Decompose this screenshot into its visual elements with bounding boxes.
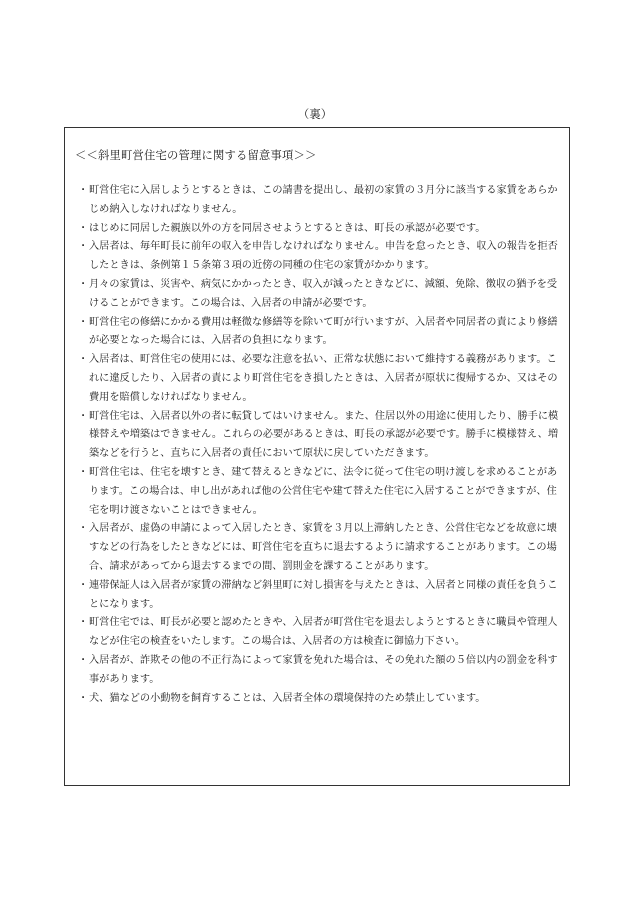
notice-box [64,127,570,786]
bullet-mark: ・ [78,466,89,478]
bullet-mark: ・ [78,692,89,704]
notice-item [75,276,561,314]
notice-item-text: 入居者が、虚偽の申請によって入居したとき、家賃を３月以上滞納したとき、公営住宅などを故意に壊すなどの行為をしたときなどには、町営住宅を直ちに退去するように請求することがあります。この場合、請求があってから退去するまでの間、罰則金を課することがあります。 [89,523,557,572]
notice-item-text: 町営住宅は、入居者以外の者に転貸してはいけません。また、住居以外の用途に使用したり、勝手に模様替えや増築はできません。これらの必要があるときは、町長の承認が必要です。勝手に模様替え、増築などを行うと、直ちに入居者の責任において原状に戻していただきます。 [89,410,559,460]
notice-item [75,182,561,220]
notice-item-text: 連帯保証人は入居者が家賃の滞納など斜里町に対し損害を与えたときは、入居者と同様の責任を負うことになります。 [89,579,558,610]
notice-item [75,408,561,464]
notice-item [75,220,561,239]
bullet-mark: ・ [78,354,89,366]
notice-list [75,182,561,708]
notice-item-text: はじめに同居した親族以外の方を同居させようとするときは、町長の承認が必要です。 [89,222,486,234]
bullet-mark: ・ [78,579,89,591]
notice-item [75,652,561,690]
notice-item-text: 町営住宅は、住宅を壊すとき、建て替えるときなどに、法令に従って住宅の明け渡しを求めることがあります。この場合は、申し出があれば他の公営住宅や建て替えた住宅に入居することができますが、住宅を明け渡さないことはできません。 [89,466,558,516]
notice-item [75,238,561,276]
notice-item [75,314,561,352]
bullet-mark: ・ [78,278,89,290]
bullet-mark: ・ [78,316,89,328]
notice-item-text: 町営住宅の修繕にかかる費用は軽微な修繕等を除いて町が行いますが、入居者や同居者の責により修繕が必要となった場合には、入居者の負担になります。 [89,316,558,347]
notice-item-text: 入居者が、詐欺その他の不正行為によって家賃を免れた場合は、その免れた額の５倍以内の罰金を科す事があります。 [89,654,558,685]
notice-item [75,577,561,615]
bullet-mark: ・ [78,410,89,422]
notice-item-text: 町営住宅では、町長が必要と認めたときや、入居者が町営住宅を退去しようとするときに職員や管理人などが住宅の検査をいたします。この場合は、入居者の方は検査に御協力下さい。 [89,617,558,648]
bullet-mark: ・ [78,241,89,253]
notice-item-text: 町営住宅に入居しようとするときは、この請書を提出し、最初の家賃の３月分に該当する家賃をあらかじめ納入しなければなりません。 [89,185,558,215]
notice-item [75,464,561,520]
notice-title: ＜＜斜里町営住宅の管理に関する留意事項＞＞ [75,149,317,162]
notice-item-text: 入居者は、町営住宅の使用には、必要な注意を払い、正常な状態において維持する義務があります。これに違反したり、入居者の責により町営住宅をき損したときは、入居者が原状に復帰するか、又はその費用を賠償しなければなりません。 [89,354,558,403]
notice-item [75,520,561,576]
bullet-mark: ・ [78,222,89,234]
bullet-mark: ・ [78,654,89,666]
bullet-mark: ・ [78,523,89,535]
bullet-mark: ・ [78,617,89,629]
page-side-label: （裏） [297,107,333,121]
notice-item-text: 月々の家賃は、災害や、病気にかかったとき、収入が減ったときなどに、減額、免除、徴収の猶予を受けることができます。この場合は、入居者の申請が必要です。 [89,278,558,309]
notice-item [75,614,561,652]
notice-item-text: 犬、猫などの小動物を飼育することは、入居者全体の環境保持のため禁止しています。 [89,692,486,704]
bullet-mark: ・ [78,185,89,196]
notice-item [75,351,561,407]
notice-item-text: 入居者は、毎年町長に前年の収入を申告しなければなりません。申告を怠ったとき、収入の報告を拒否したときは、条例第１５条第３項の近傍の同種の住宅の家賃がかかります。 [89,241,558,272]
notice-item [75,690,561,709]
